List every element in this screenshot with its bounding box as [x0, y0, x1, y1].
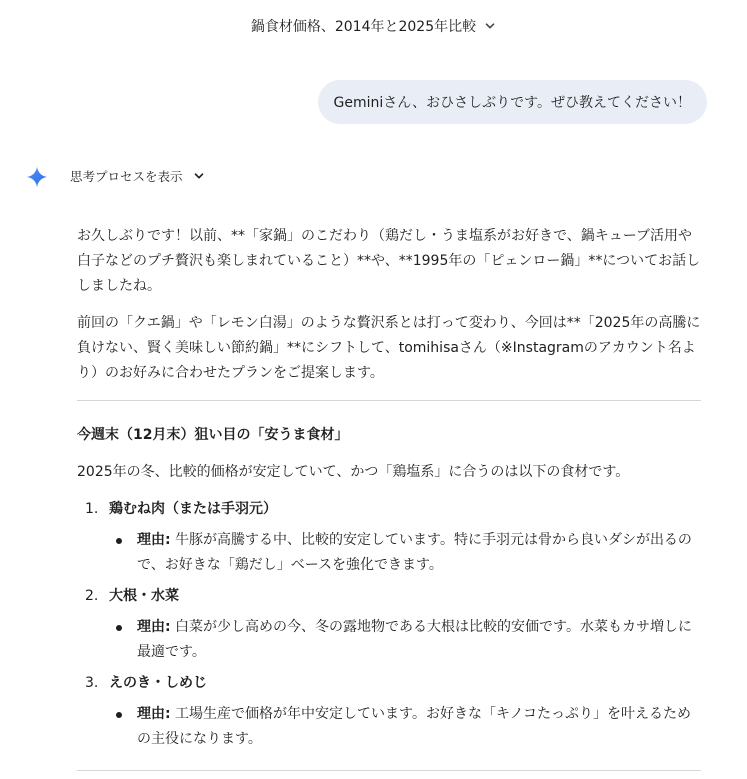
show-thinking-label: 思考プロセスを表示	[70, 169, 183, 184]
section-heading: 今週末（12月末）狙い目の「安うま食材」	[77, 427, 349, 443]
assistant-response	[77, 224, 701, 758]
section-divider	[77, 770, 701, 771]
show-thinking-toggle[interactable]	[70, 167, 205, 185]
chevron-down-icon	[193, 170, 205, 182]
item-title: 大根・水菜	[109, 588, 179, 604]
reason-item	[109, 528, 701, 578]
bullet-icon	[116, 625, 122, 631]
chat-title-text: 鍋食材価格、2014年と2025年比較	[250, 19, 477, 35]
reason-list	[109, 615, 701, 665]
response-paragraph: 前回の「クエ鍋」や「レモン白湯」のような贅沢系とは打って変わり、今回は**「2025年の高騰に負けない、賢く美味しい節約鍋」**にシフトして、tomihisaさん（※Instagramのアカウント名より）のお好みに合わせたプランをご提案します。	[77, 315, 701, 381]
reason-label: 理由:	[137, 532, 171, 548]
reason-label: 理由:	[137, 619, 171, 635]
user-message-bubble	[318, 80, 707, 124]
reason-text: 白菜が少し高めの今、冬の露地物である大根は比較的安価です。水菜もカサ増しに最適です。	[137, 619, 692, 660]
item-title: 鶏むね肉（または手羽元）	[109, 501, 277, 517]
section-intro: 2025年の冬、比較的価格が安定していて、かつ「鶏塩系」に合うのは以下の食材です。	[77, 464, 630, 480]
reason-item	[109, 702, 701, 752]
list-item	[77, 671, 701, 752]
section-divider	[77, 400, 701, 401]
reason-item	[109, 615, 701, 665]
reason-text: 牛豚が高騰する中、比較的安定しています。特に手羽元は骨から良いダシが出るので、お好きな「鶏だし」ベースを強化できます。	[137, 532, 692, 573]
list-item	[77, 497, 701, 578]
bullet-icon	[116, 538, 122, 544]
item-title: えのき・しめじ	[109, 675, 207, 691]
chat-title-dropdown[interactable]	[0, 16, 747, 36]
reason-list	[109, 702, 701, 752]
reason-list	[109, 528, 701, 578]
gemini-spark-icon	[26, 166, 48, 188]
response-paragraph: お久しぶりです！以前、**「家鍋」のこだわり（鶏だし・うま塩系がお好きで、鍋キューブ活用や白子などのプチ贅沢も楽しまれていること）**や、**1995年の「ピェンロー鍋」**についてお話ししましたね。	[77, 228, 701, 294]
list-number: 1.	[85, 501, 99, 517]
list-number: 2.	[85, 588, 99, 604]
reason-label: 理由:	[137, 706, 171, 722]
user-message-text: Geminiさん、おひさしぶりです。ぜひ教えてください！	[333, 95, 691, 111]
ingredient-list	[77, 497, 701, 752]
bullet-icon	[116, 712, 122, 718]
list-number: 3.	[85, 675, 99, 691]
chevron-down-icon	[484, 20, 496, 32]
list-item	[77, 584, 701, 665]
reason-text: 工場生産で価格が年中安定しています。お好きな「キノコたっぷり」を叶えるための主役になります。	[137, 706, 691, 747]
